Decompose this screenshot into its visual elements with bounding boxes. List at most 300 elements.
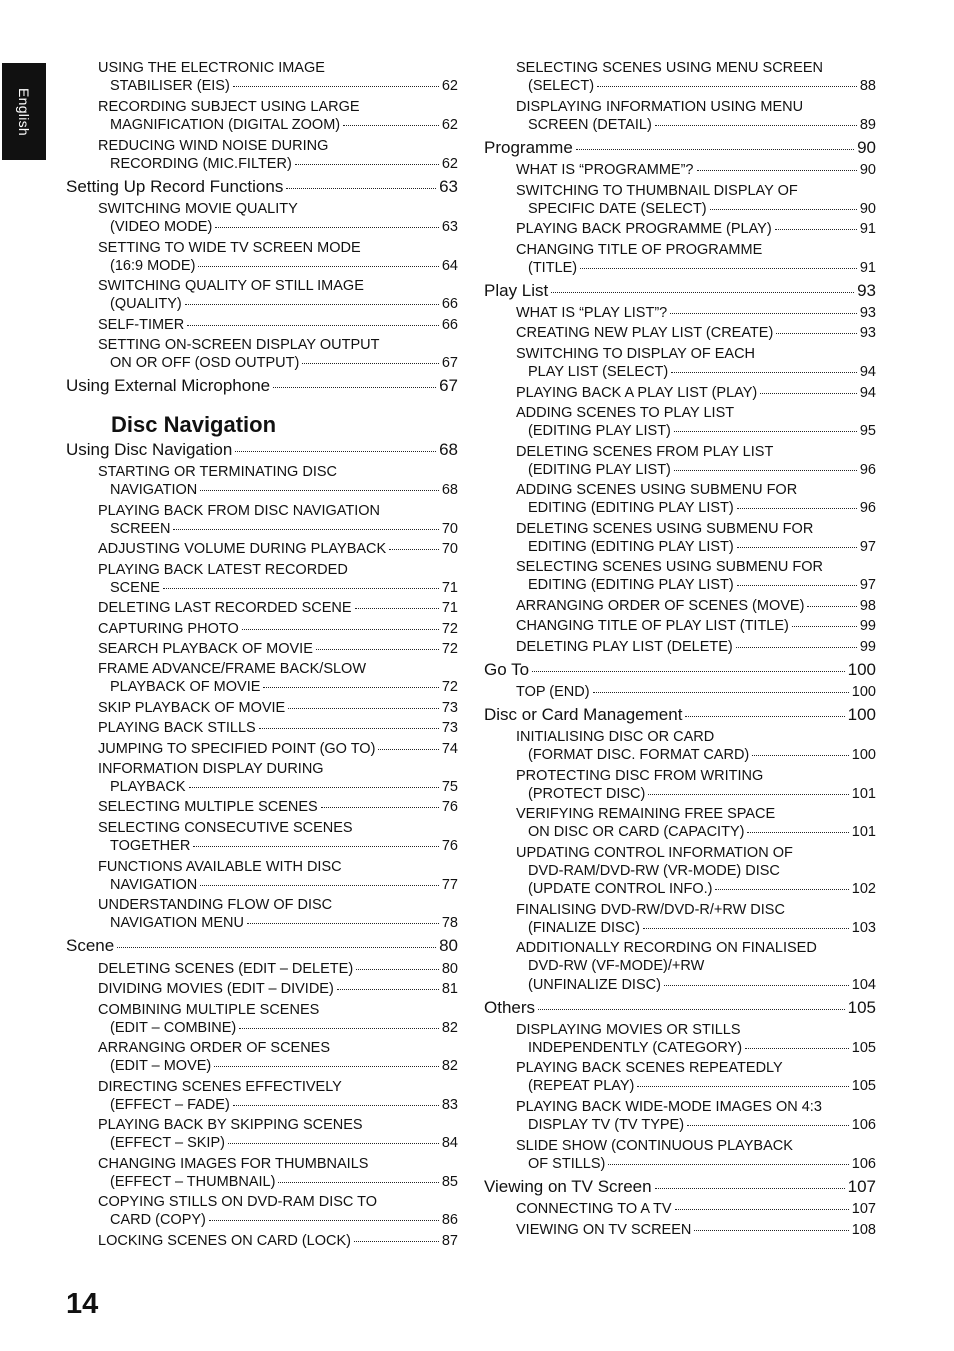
toc-entry (98, 1003, 458, 1018)
toc-entry-title: SCREEN (110, 521, 171, 537)
toc-entry (98, 563, 458, 578)
toc-entry-page: 90 (857, 138, 876, 157)
toc-entry-page: 103 (851, 920, 876, 936)
toc-entry-title: ARRANGING ORDER OF SCENES (98, 1040, 331, 1056)
toc-entry-title: ADDITIONALLY RECORDING ON FINALISED (516, 940, 817, 956)
dot-leader (355, 608, 439, 609)
toc-entry (98, 1195, 458, 1210)
toc-entry-title: CHANGING TITLE OF PROGRAMME (516, 242, 763, 258)
toc-entry (516, 1223, 876, 1238)
dot-leader (685, 716, 844, 717)
toc-entry-page: 101 (851, 824, 876, 840)
toc-entry (516, 163, 876, 178)
toc-entry (110, 483, 458, 498)
toc-entry (528, 501, 876, 516)
toc-entry-title: CONNECTING TO A TV (516, 1201, 672, 1217)
toc-entry-title: FRAME ADVANCE/FRAME BACK/SLOW (98, 661, 367, 677)
toc-entry-title: SELECTING SCENES USING MENU SCREEN (516, 60, 823, 76)
dot-leader (263, 687, 438, 688)
toc-entry-title: DISPLAY TV (TV TYPE) (528, 1117, 685, 1133)
toc-entry-title: Go To (484, 660, 530, 679)
toc-entry-page: 105 (851, 1078, 876, 1094)
toc-entry (110, 259, 458, 274)
dot-leader (538, 1009, 845, 1010)
toc-entry (516, 406, 876, 421)
toc-entry (528, 202, 876, 217)
toc-entry (98, 542, 458, 557)
toc-entry-title: Using Disc Navigation (66, 440, 233, 459)
toc-entry (98, 898, 458, 913)
dot-leader (760, 393, 857, 394)
toc-entry-page: 68 (439, 440, 458, 459)
toc-entry-page: 100 (851, 747, 876, 763)
toc-entry (110, 297, 458, 312)
toc-section-entry (484, 139, 876, 156)
toc-entry-title: FUNCTIONS AVAILABLE WITH DISC (98, 859, 342, 875)
toc-entry (110, 780, 458, 795)
toc-entry-title: SETTING TO WIDE TV SCREEN MODE (98, 240, 361, 256)
toc-entry (110, 878, 458, 893)
dot-leader (198, 266, 438, 267)
toc-entry-page: 78 (441, 915, 458, 931)
dot-leader (694, 1230, 848, 1231)
toc-entry (516, 730, 876, 745)
dot-leader (215, 227, 439, 228)
toc-entry-page: 66 (441, 317, 458, 333)
dot-leader (214, 1066, 439, 1067)
toc-entry (516, 61, 876, 76)
toc-entry (110, 1136, 458, 1151)
dot-leader (687, 1125, 849, 1126)
toc-entry (528, 424, 876, 439)
toc-entry-page: 81 (441, 981, 458, 997)
dot-leader (163, 588, 439, 589)
toc-entry-title: DIVIDING MOVIES (EDIT – DIVIDE) (98, 981, 334, 997)
toc-entry-title: (REPEAT PLAY) (528, 1078, 635, 1094)
dot-leader (597, 86, 857, 87)
toc-entry (98, 318, 458, 333)
toc-entry-page: 64 (441, 258, 458, 274)
toc-entry-title: SWITCHING TO DISPLAY OF EACH (516, 346, 756, 362)
toc-entry (516, 326, 876, 341)
toc-entry-page: 72 (441, 679, 458, 695)
toc-entry (516, 619, 876, 634)
toc-entry-title: (SELECT) (528, 78, 595, 94)
dot-leader (259, 728, 439, 729)
dot-leader (233, 1105, 439, 1106)
toc-entry-title: Disc or Card Management (484, 705, 683, 724)
toc-entry-page: 105 (851, 1040, 876, 1056)
toc-entry (528, 365, 876, 380)
toc-entry (528, 79, 876, 94)
toc-entry (98, 139, 458, 154)
toc-entry-page: 97 (859, 577, 876, 593)
toc-section-entry (484, 706, 876, 723)
toc-entry (528, 921, 876, 936)
toc-entry-title: CAPTURING PHOTO (98, 621, 239, 637)
toc-entry-page: 73 (441, 700, 458, 716)
toc-entry-title: SELF-TIMER (98, 317, 185, 333)
dot-leader (655, 125, 857, 126)
toc-entry-title: PLAYING BACK BY SKIPPING SCENES (98, 1117, 363, 1133)
dot-leader (670, 313, 857, 314)
dot-leader (316, 649, 439, 650)
toc-entry-page: 93 (859, 305, 876, 321)
toc-entry-title: DELETING SCENES FROM PLAY LIST (516, 444, 774, 460)
toc-entry-title: STABILISER (EIS) (110, 78, 230, 94)
toc-entry (516, 184, 876, 199)
dot-leader (664, 985, 849, 986)
dot-leader (551, 292, 854, 293)
toc-entry (98, 61, 458, 76)
toc-entry-title: DISPLAYING INFORMATION USING MENU (516, 99, 804, 115)
toc-section-entry (484, 282, 876, 299)
toc-entry-page: 102 (851, 881, 876, 897)
toc-entry-page: 67 (439, 376, 458, 395)
dot-leader (776, 333, 857, 334)
toc-entry (98, 962, 458, 977)
toc-entry-title: LOCKING SCENES ON CARD (LOCK) (98, 1233, 351, 1249)
toc-entry-page: 80 (441, 961, 458, 977)
dot-leader (193, 846, 439, 847)
toc-entry-title: USING THE ELECTRONIC IMAGE (98, 60, 325, 76)
toc-entry-title: DELETING LAST RECORDED SCENE (98, 600, 352, 616)
toc-entry-page: 76 (441, 838, 458, 854)
toc-entry (528, 1041, 876, 1056)
toc-entry-page: 96 (859, 462, 876, 478)
toc-entry (98, 100, 458, 115)
toc-entry-title: ADDING SCENES USING SUBMENU FOR (516, 482, 798, 498)
toc-entry-title: (UNFINALIZE DISC) (528, 977, 661, 993)
dot-leader (200, 885, 439, 886)
toc-entry-page: 89 (859, 117, 876, 133)
toc-entry-title: SELECTING SCENES USING SUBMENU FOR (516, 559, 823, 575)
toc-entry-page: 90 (859, 162, 876, 178)
toc-entry-page: 99 (859, 639, 876, 655)
toc-entry-title: Using External Microphone (66, 376, 271, 395)
toc-entry-title: FINALISING DVD-RW/DVD-R/+RW DISC (516, 902, 785, 918)
dot-leader (775, 229, 857, 230)
toc-entry (516, 941, 876, 956)
dot-leader (242, 629, 439, 630)
toc-entry (516, 640, 876, 655)
toc-entry (98, 762, 458, 777)
toc-entry-title: PLAYING BACK WIDE-MODE IMAGES ON 4:3 (516, 1099, 822, 1115)
toc-entry-title: SELECTING MULTIPLE SCENES (98, 799, 318, 815)
dot-leader (200, 490, 439, 491)
toc-entry-title: PLAYBACK OF MOVIE (110, 679, 261, 695)
toc-entry (516, 1023, 876, 1038)
toc-entry-title: INDEPENDENTLY (CATEGORY) (528, 1040, 743, 1056)
toc-entry (110, 1175, 458, 1190)
toc-entry-title: (EFFECT – THUMBNAIL) (110, 1174, 276, 1190)
toc-entry-title: Play List (484, 281, 549, 300)
toc-entry (98, 202, 458, 217)
dot-leader (675, 1209, 849, 1210)
dot-leader (117, 947, 436, 948)
toc-entry-title: SKIP PLAYBACK OF MOVIE (98, 700, 286, 716)
toc-entry (110, 157, 458, 172)
toc-entry (98, 338, 458, 353)
toc-entry-title: (UPDATE CONTROL INFO.) (528, 881, 713, 897)
toc-entry-title: Programme (484, 138, 573, 157)
toc-entry-page: 83 (441, 1097, 458, 1113)
toc-entry-title: DISPLAYING MOVIES OR STILLS (516, 1022, 741, 1038)
dot-leader (356, 969, 439, 970)
dot-leader (239, 1028, 439, 1029)
toc-entry-page: 94 (859, 364, 876, 380)
toc-entry-title: NAVIGATION (110, 877, 198, 893)
toc-entry (98, 504, 458, 519)
toc-entry (528, 540, 876, 555)
toc-entry (98, 662, 458, 677)
dot-leader (354, 1241, 439, 1242)
toc-entry-title: PLAYING BACK STILLS (98, 720, 256, 736)
dot-leader (173, 529, 438, 530)
toc-entry (516, 483, 876, 498)
toc-section-entry (484, 1178, 876, 1195)
toc-entry-title: (EDITING PLAY LIST) (528, 462, 671, 478)
toc-entry-page: 105 (847, 998, 876, 1017)
dot-leader (343, 125, 439, 126)
toc-entry-title: ON OR OFF (OSD OUTPUT) (110, 355, 300, 371)
toc-entry (516, 522, 876, 537)
toc-entry-title: PLAYING BACK SCENES REPEATEDLY (516, 1060, 783, 1076)
toc-entry (98, 1041, 458, 1056)
toc-entry (516, 222, 876, 237)
toc-entry (516, 599, 876, 614)
toc-entry-page: 82 (441, 1058, 458, 1074)
dot-leader (752, 755, 849, 756)
toc-entry-page: 72 (441, 641, 458, 657)
toc-entry-title: SLIDE SHOW (CONTINUOUS PLAYBACK (516, 1138, 793, 1154)
dot-leader (643, 928, 849, 929)
toc-entry-title: DELETING SCENES USING SUBMENU FOR (516, 521, 814, 537)
toc-entry-page: 91 (859, 221, 876, 237)
toc-entry-page: 98 (859, 598, 876, 614)
toc-entry-page: 73 (441, 720, 458, 736)
toc-entry-title: ADDING SCENES TO PLAY LIST (516, 405, 735, 421)
dot-leader (593, 692, 849, 693)
dot-leader (235, 451, 436, 452)
toc-entry (98, 742, 458, 757)
dot-leader (532, 671, 845, 672)
toc-entry-title: (FORMAT DISC. FORMAT CARD) (528, 747, 750, 763)
toc-entry-page: 86 (441, 1212, 458, 1228)
toc-entry-title: WHAT IS “PROGRAMME”? (516, 162, 694, 178)
toc-entry-title: CHANGING TITLE OF PLAY LIST (TITLE) (516, 618, 789, 634)
toc-entry-title: (EDIT – MOVE) (110, 1058, 212, 1074)
toc-entry-page: 100 (851, 684, 876, 700)
dot-leader (674, 431, 857, 432)
toc-entry-page: 106 (851, 1156, 876, 1172)
toc-entry (516, 243, 876, 258)
toc-entry-title: SCENE (110, 580, 160, 596)
toc-entry-page: 93 (859, 325, 876, 341)
section-title-disc-navigation: Disc Navigation (111, 412, 277, 437)
toc-entry-page: 88 (859, 78, 876, 94)
dot-leader (209, 1220, 439, 1221)
toc-entry (516, 903, 876, 918)
dot-leader (736, 647, 857, 648)
toc-entry (98, 800, 458, 815)
toc-entry (110, 1213, 458, 1228)
toc-entry (516, 769, 876, 784)
toc-entry-page: 104 (851, 977, 876, 993)
toc-entry (98, 279, 458, 294)
toc-entry-title: JUMPING TO SPECIFIED POINT (GO TO) (98, 741, 376, 757)
toc-entry-page: 84 (441, 1135, 458, 1151)
toc-entry (516, 846, 876, 861)
toc-entry-title: RECORDING (MIC.FILTER) (110, 156, 292, 172)
toc-entry (110, 1021, 458, 1036)
toc-entry (516, 306, 876, 321)
toc-entry (98, 1157, 458, 1172)
toc-entry (110, 522, 458, 537)
toc-entry (98, 1118, 458, 1133)
toc-entry-title: Others (484, 998, 536, 1017)
dot-leader (321, 807, 439, 808)
toc-entry-page: 67 (441, 355, 458, 371)
toc-entry-title: Viewing on TV Screen (484, 1177, 652, 1196)
toc-entry-title: ARRANGING ORDER OF SCENES (MOVE) (516, 598, 805, 614)
toc-entry-title: SPECIFIC DATE (SELECT) (528, 201, 707, 217)
toc-entry (98, 860, 458, 875)
toc-entry-title: SEARCH PLAYBACK OF MOVIE (98, 641, 313, 657)
toc-entry-title: INFORMATION DISPLAY DURING (98, 761, 324, 777)
toc-section-entry (484, 999, 876, 1016)
toc-entry (98, 982, 458, 997)
toc-entry-title: DVD-RW (VF-MODE)/+RW (528, 958, 705, 974)
toc-entry-page: 82 (441, 1020, 458, 1036)
dot-leader (233, 86, 439, 87)
toc-entry-page: 68 (441, 482, 458, 498)
toc-entry (110, 220, 458, 235)
toc-entry-title: CARD (COPY) (110, 1212, 206, 1228)
toc-entry-page: 87 (441, 1233, 458, 1249)
toc-entry-title: TOGETHER (110, 838, 191, 854)
dot-leader (286, 188, 436, 189)
toc-entry-title: PLAYING BACK A PLAY LIST (PLAY) (516, 385, 758, 401)
toc-entry (516, 1139, 876, 1154)
toc-entry-page: 71 (441, 580, 458, 596)
toc-entry-page: 70 (441, 521, 458, 537)
dot-leader (737, 547, 857, 548)
dot-leader (189, 787, 439, 788)
toc-entry-title: PLAY LIST (SELECT) (528, 364, 669, 380)
toc-entry-title: RECORDING SUBJECT USING LARGE (98, 99, 360, 115)
toc-entry (528, 1118, 876, 1133)
dot-leader (389, 549, 439, 550)
toc-entry (98, 241, 458, 256)
toc-entry-title: DELETING SCENES (EDIT – DELETE) (98, 961, 354, 977)
dot-leader (715, 889, 848, 890)
toc-entry-page: 97 (859, 539, 876, 555)
dot-leader (637, 1086, 848, 1087)
toc-entry-page: 95 (859, 423, 876, 439)
toc-entry (110, 839, 458, 854)
toc-section-entry (484, 661, 876, 678)
toc-entry-title: DIRECTING SCENES EFFECTIVELY (98, 1079, 342, 1095)
toc-entry-title: SWITCHING TO THUMBNAIL DISPLAY OF (516, 183, 798, 199)
dot-leader (710, 209, 857, 210)
toc-entry (110, 680, 458, 695)
toc-entry (528, 748, 876, 763)
toc-entry (110, 916, 458, 931)
toc-entry-title: SWITCHING QUALITY OF STILL IMAGE (98, 278, 364, 294)
toc-entry-page: 75 (441, 779, 458, 795)
toc-entry (528, 978, 876, 993)
toc-entry-title: (16:9 MODE) (110, 258, 196, 274)
toc-entry-page: 99 (859, 618, 876, 634)
toc-entry (528, 1079, 876, 1094)
dot-leader (671, 372, 857, 373)
toc-entry-title: SCREEN (DETAIL) (528, 117, 652, 133)
toc-entry-title: EDITING (EDITING PLAY LIST) (528, 539, 734, 555)
toc-entry-page: 80 (439, 936, 458, 955)
toc-entry-title: UPDATING CONTROL INFORMATION OF (516, 845, 793, 861)
toc-entry (516, 100, 876, 115)
toc-entry-title: MAGNIFICATION (DIGITAL ZOOM) (110, 117, 341, 133)
toc-section-entry (66, 377, 458, 394)
toc-entry-page: 101 (851, 786, 876, 802)
dot-leader (187, 325, 439, 326)
toc-entry-page: 100 (847, 705, 876, 724)
toc-entry-title: SELECTING CONSECUTIVE SCENES (98, 820, 353, 836)
toc-entry-page: 63 (439, 177, 458, 196)
toc-entry-title: VIEWING ON TV SCREEN (516, 1222, 692, 1238)
toc-entry (528, 578, 876, 593)
toc-entry-title: PLAYBACK (110, 779, 186, 795)
toc-entry-title: ON DISC OR CARD (CAPACITY) (528, 824, 745, 840)
dot-leader (295, 164, 439, 165)
toc-entry-title: UNDERSTANDING FLOW OF DISC (98, 897, 333, 913)
toc-entry-page: 85 (441, 1174, 458, 1190)
toc-entry-title: EDITING (EDITING PLAY LIST) (528, 500, 734, 516)
toc-entry-title: COMBINING MULTIPLE SCENES (98, 1002, 320, 1018)
dot-leader (608, 1164, 848, 1165)
toc-entry-page: 107 (851, 1201, 876, 1217)
toc-entry-page: 62 (441, 117, 458, 133)
toc-entry-page: 108 (851, 1222, 876, 1238)
toc-entry-title: PLAYING BACK FROM DISC NAVIGATION (98, 503, 380, 519)
toc-entry-page: 62 (441, 156, 458, 172)
toc-entry (528, 118, 876, 133)
toc-entry (528, 959, 876, 974)
dot-leader (747, 832, 848, 833)
toc-entry-page: 71 (441, 600, 458, 616)
toc-entry (110, 1059, 458, 1074)
toc-entry (516, 1061, 876, 1076)
toc-entry-title: Scene (66, 936, 115, 955)
toc-entry (516, 1100, 876, 1115)
toc-entry-title: (FINALIZE DISC) (528, 920, 640, 936)
toc-entry (528, 1157, 876, 1172)
toc-entry-title: PLAYING BACK LATEST RECORDED (98, 562, 348, 578)
language-tab-label: English (16, 87, 32, 136)
toc-entry-title: (EDIT – COMBINE) (110, 1020, 237, 1036)
toc-entry (516, 386, 876, 401)
toc-entry-page: 74 (441, 741, 458, 757)
dot-leader (737, 508, 857, 509)
toc-entry-title: NAVIGATION MENU (110, 915, 244, 931)
toc-entry-title: Setting Up Record Functions (66, 177, 284, 196)
toc-entry (528, 787, 876, 802)
toc-entry-title: NAVIGATION (110, 482, 198, 498)
toc-entry-title: COPYING STILLS ON DVD-RAM DISC TO (98, 1194, 378, 1210)
page-number: 14 (66, 1288, 99, 1320)
dot-leader (807, 606, 856, 607)
